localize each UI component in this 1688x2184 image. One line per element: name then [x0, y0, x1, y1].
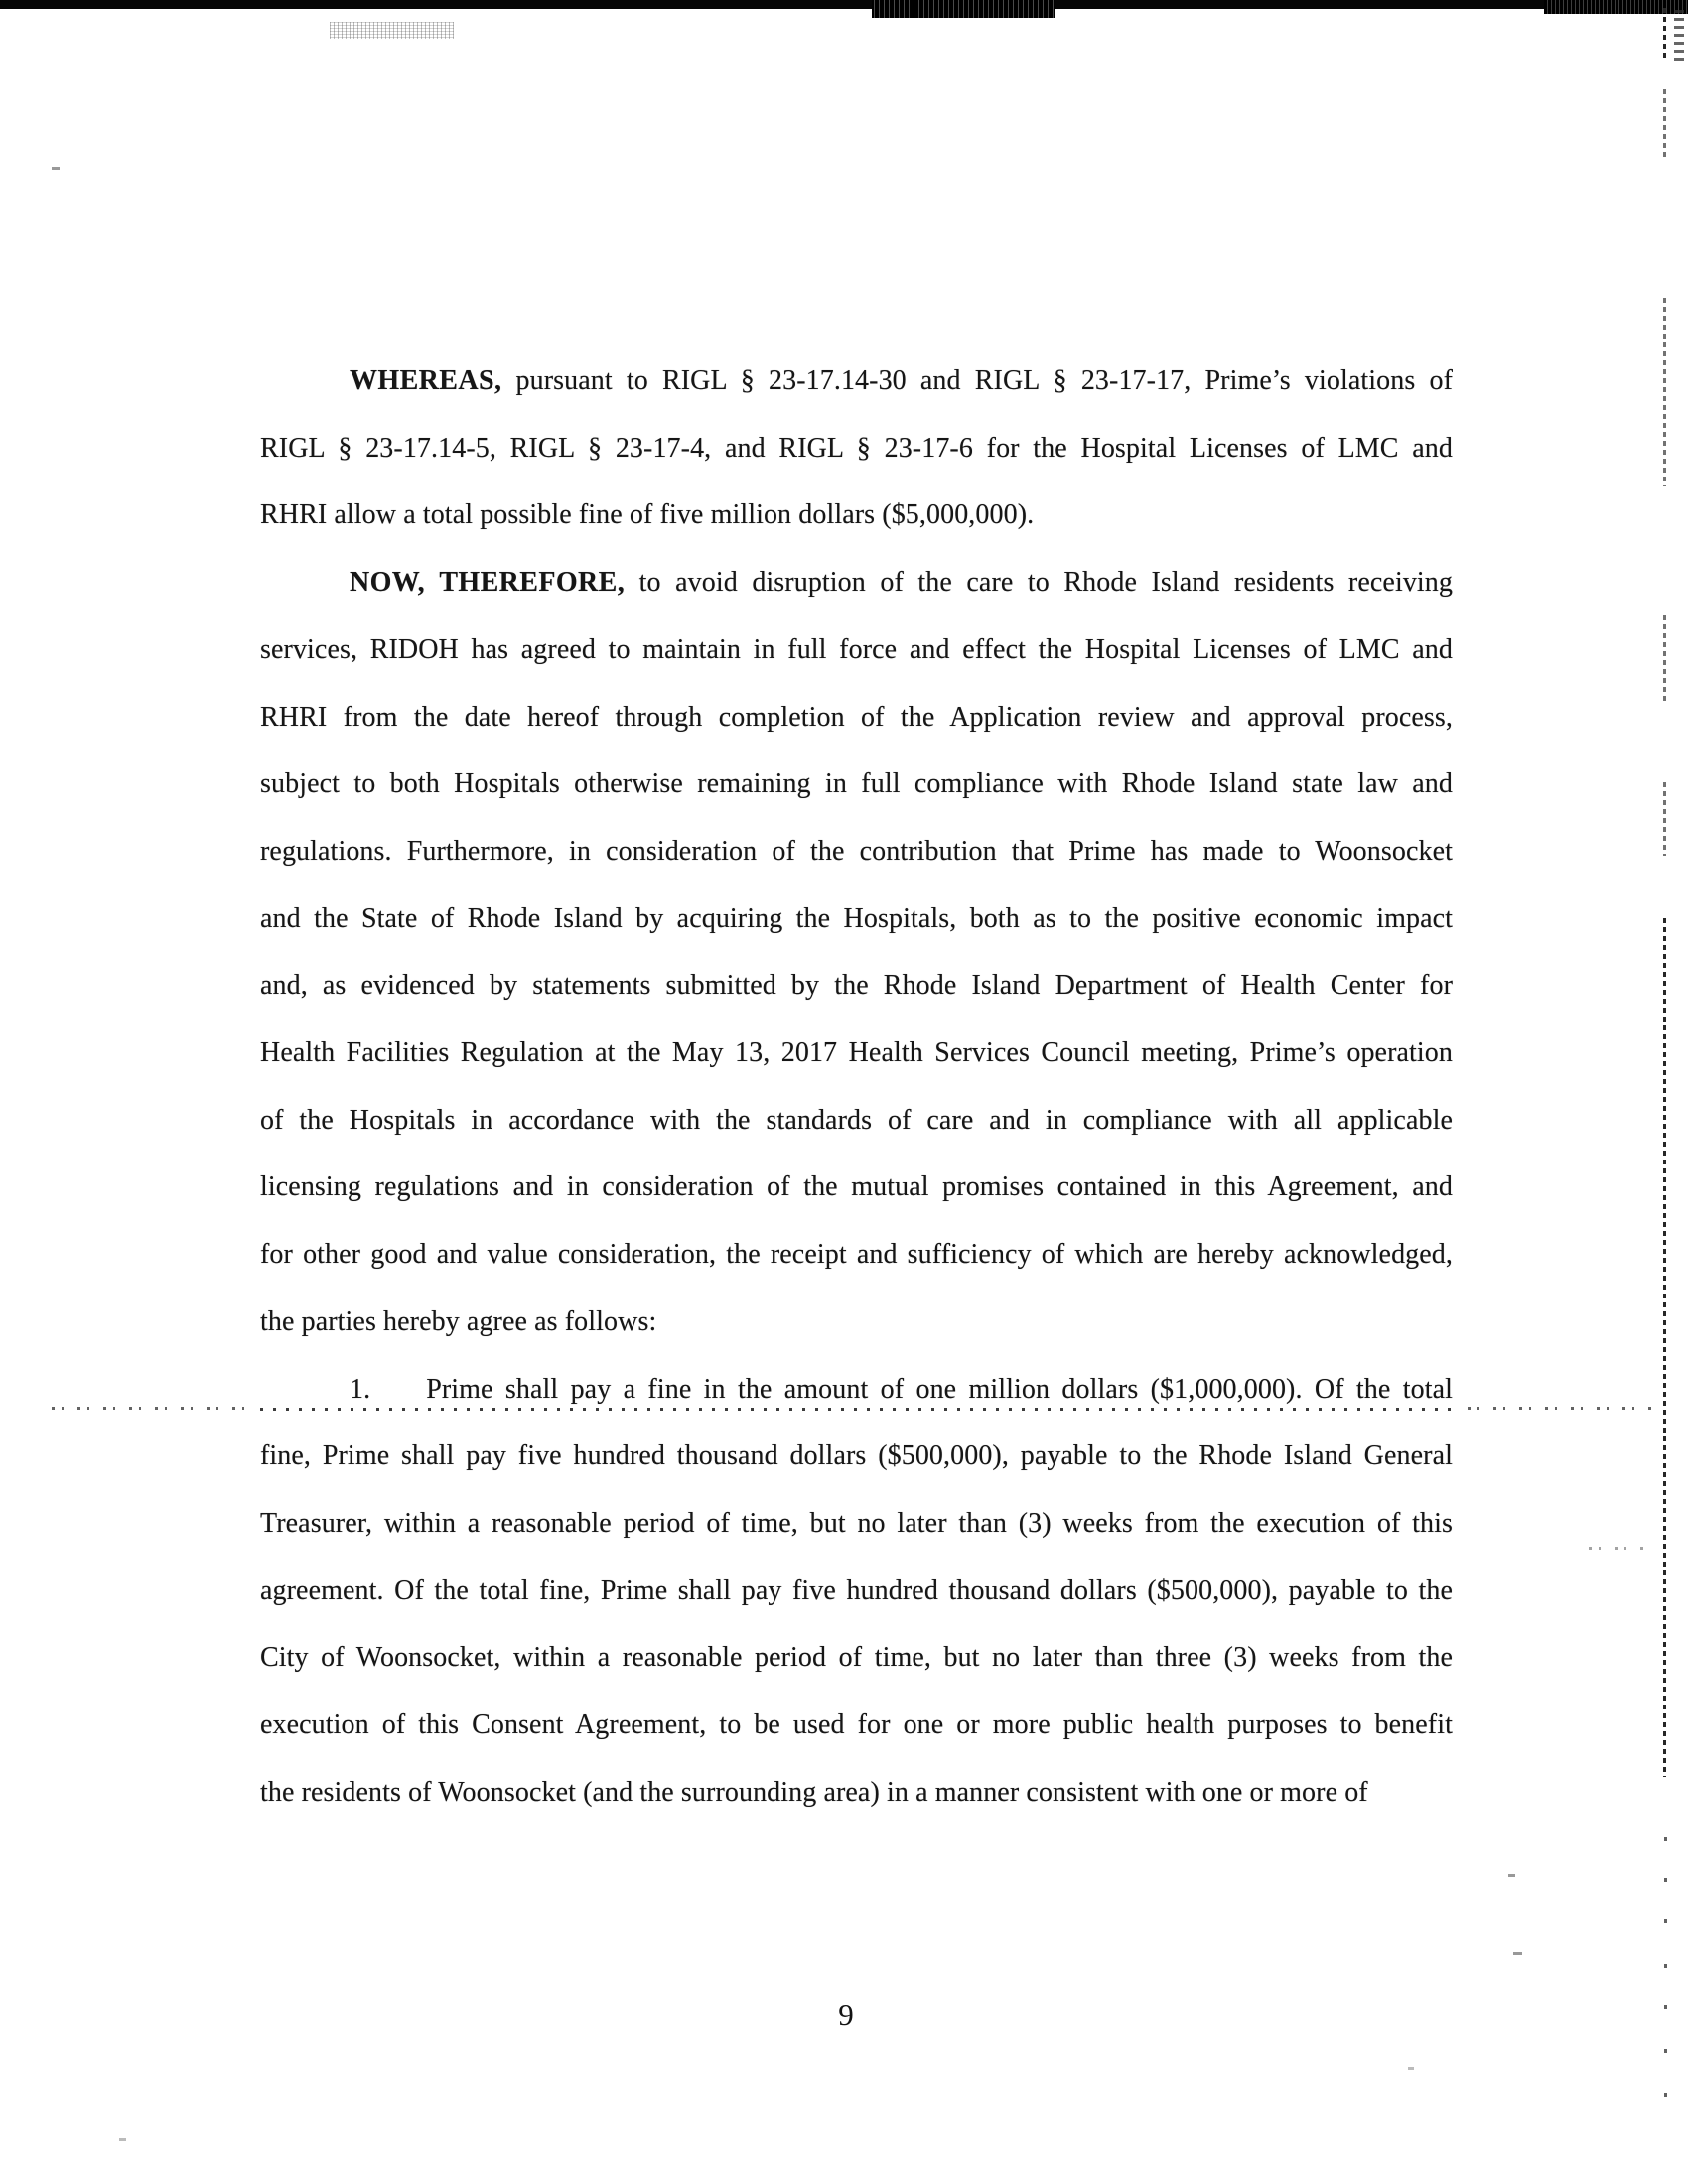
text-run: fine, Prime shall pay five hundred thousand dollars ($500,000), payable to the Rhode Island General: [260, 1440, 1453, 1472]
text-run: RHRI from the date hereof through completion of the Application review and approval process,: [260, 701, 1453, 733]
text-run: of the Hospitals in accordance with the standards of care and in compliance with all applicable: [260, 1104, 1453, 1136]
text-line: [260, 1020, 1453, 1087]
text-run: subject to both Hospitals otherwise remaining in full compliance with Rhode Island state law and: [260, 768, 1453, 800]
text-line: [260, 1356, 1453, 1424]
text-line: [260, 886, 1453, 953]
scan-artifact-dotted-line: [1589, 1547, 1646, 1550]
text-line: [260, 1624, 1453, 1692]
scan-artifact-right-dash: [1663, 8, 1666, 58]
scan-artifact-right-dash: [1663, 918, 1666, 1777]
scan-artifact-top-hatch: [1544, 0, 1688, 14]
text-line: [260, 347, 1453, 415]
text-run: City of Woonsocket, within a reasonable period of time, but no later than three (3) weeks from the: [260, 1642, 1453, 1674]
scan-artifact-dot: [1664, 1837, 1667, 1841]
text-run: and the State of Rhode Island by acquiring the Hospitals, both as to the positive economic impact: [260, 902, 1453, 934]
text-line: [260, 1154, 1453, 1221]
text-run: regulations. Furthermore, in consideration of the contribution that Prime has made to Woonsocket: [260, 835, 1453, 867]
text-line: [260, 1423, 1453, 1490]
text-line: [260, 1221, 1453, 1289]
text-run: for other good and value consideration, the receipt and sufficiency of which are hereby acknowledged,: [260, 1239, 1453, 1271]
text-run: 1.: [350, 1373, 371, 1405]
text-run: licensing regulations and in consideration of the mutual promises contained in this Agreement, and: [260, 1171, 1453, 1203]
scan-artifact-top-hatch: [872, 0, 1055, 18]
scan-artifact-speck: [52, 167, 60, 170]
text-line: [260, 1759, 1453, 1827]
scan-artifact-right-dash: [1663, 782, 1666, 856]
text-run: RHRI allow a total possible fine of five million dollars ($5,000,000).: [260, 499, 1035, 531]
scan-artifact-dot: [1664, 1964, 1667, 1968]
text-line: [260, 1490, 1453, 1558]
text-line: [260, 952, 1453, 1020]
now-therefore-clause: [260, 549, 1453, 1355]
text-run: Health Facilities Regulation at the May 13, 2017 Health Services Council meeting, Prime’s operation: [260, 1037, 1453, 1069]
scan-artifact-speck: [119, 2138, 126, 2141]
text-run: to avoid disruption of the care to Rhode Island residents receiving: [625, 567, 1453, 599]
text-run: services, RIDOH has agreed to maintain in full force and effect the Hospital Licenses of LMC and: [260, 633, 1453, 665]
scan-artifact-right-dash: [1663, 89, 1666, 161]
scan-artifact-corner-dots: [1674, 10, 1684, 65]
text-line: [260, 549, 1453, 616]
text-run: execution of this Consent Agreement, to be used for one or more public health purposes to benefit: [260, 1709, 1453, 1741]
bold-run: NOW, THEREFORE,: [350, 567, 626, 599]
fine-payment-clause: [260, 1356, 1453, 1827]
text-line: [260, 1692, 1453, 1759]
text-line: [260, 1558, 1453, 1625]
text-line: [260, 818, 1453, 886]
scan-artifact-speck: [1408, 2067, 1414, 2070]
text-line: [260, 481, 1453, 549]
scan-artifact-speck: [1508, 1874, 1515, 1877]
text-run: and, as evidenced by statements submitted by the Rhode Island Department of Health Center for: [260, 970, 1453, 1002]
text-line: [260, 1289, 1453, 1356]
page-number: 9: [838, 1997, 854, 2032]
text-line: [260, 751, 1453, 818]
bold-run: WHEREAS,: [350, 365, 502, 396]
whereas-clause: [260, 347, 1453, 549]
scan-artifact-dot: [1664, 2049, 1667, 2053]
scan-artifact-top-bar: [0, 0, 1688, 9]
text-run: Prime shall pay a fine in the amount of one million dollars ($1,000,000). Of the total: [426, 1373, 1453, 1405]
text-line: [260, 415, 1453, 482]
scan-artifact-dotted-line: [52, 1407, 250, 1410]
text-line: [260, 616, 1453, 684]
scan-artifact-dot: [1664, 2005, 1667, 2009]
text-run: RIGL § 23-17.14-5, RIGL § 23-17-4, and RIGL § 23-17-6 for the Hospital Licenses of LMC and: [260, 432, 1453, 464]
text-line: [260, 1087, 1453, 1155]
scan-artifact-speck: [1513, 1952, 1522, 1955]
scan-artifact-dotted-line: [1468, 1407, 1656, 1410]
text-run: Treasurer, within a reasonable period of time, but no later than (3) weeks from the execution of this: [260, 1507, 1453, 1539]
scan-artifact-right-dash: [1663, 298, 1666, 486]
text-run: the residents of Woonsocket (and the surrounding area) in a manner consistent with one or more of: [260, 1776, 1368, 1808]
document-body: [260, 347, 1453, 1826]
text-run: pursuant to RIGL § 23-17.14-30 and RIGL § 23-17-17, Prime’s violations of: [501, 365, 1453, 396]
scan-artifact-dot: [1664, 2093, 1667, 2097]
scan-artifact-dot: [1664, 1878, 1667, 1882]
scan-artifact-right-dash: [1663, 615, 1666, 701]
text-line: [260, 684, 1453, 751]
text-run: agreement. Of the total fine, Prime shall pay five hundred thousand dollars ($500,000), payable to the: [260, 1574, 1453, 1606]
scan-artifact-speckle: [330, 22, 454, 39]
scan-artifact-dot: [1664, 1919, 1667, 1923]
text-run: the parties hereby agree as follows:: [260, 1305, 657, 1337]
